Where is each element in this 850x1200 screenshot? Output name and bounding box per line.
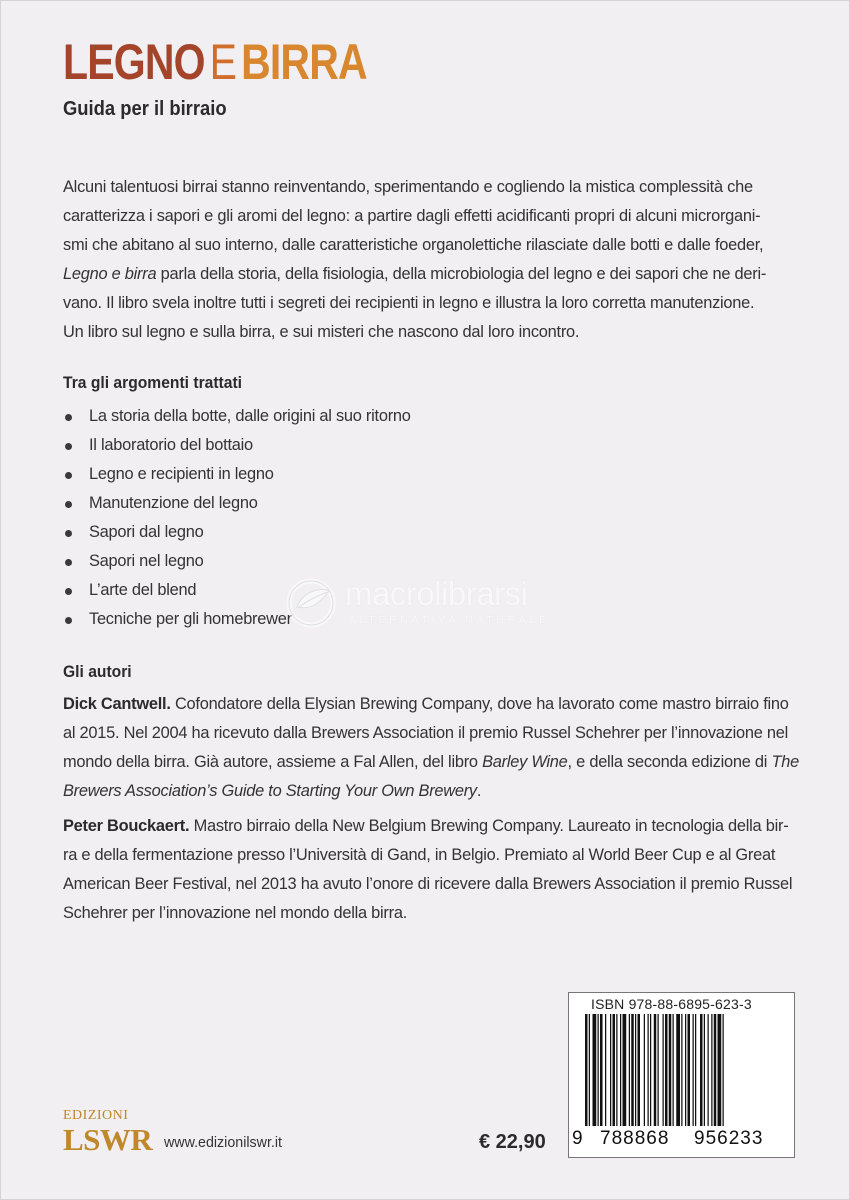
author2-line: American Beer Festival, nel 2013 ha avuto l’onore di ricevere dalla Brewers Association il premio Russel bbox=[63, 875, 793, 893]
topics-heading: Tra gli argomenti trattati bbox=[63, 373, 243, 392]
barcode-bar bbox=[681, 1014, 682, 1126]
barcode-bar bbox=[616, 1014, 617, 1126]
barcode-bar bbox=[676, 1014, 680, 1126]
author1-line bbox=[63, 690, 823, 719]
author2-line bbox=[63, 812, 823, 841]
author-bio-text: mondo della birra. Già autore, assieme a Fal Allen, del libro bbox=[63, 753, 483, 771]
barcode-bar bbox=[629, 1014, 630, 1126]
barcode-bar bbox=[623, 1014, 627, 1126]
barcode-bar bbox=[658, 1014, 659, 1126]
barcode-bar bbox=[585, 1014, 588, 1126]
barcode-bar bbox=[648, 1014, 649, 1126]
author2-line: ra e della fermentazione presso l’Università di Gand, in Belgio. Premiato al World Beer Cup e al Great bbox=[63, 846, 776, 864]
author-bio-text: Cofondatore della Elysian Brewing Company, dove ha lavorato come mastro birraio fino bbox=[170, 695, 789, 713]
barcode-bar bbox=[613, 1014, 616, 1126]
list-item: Sapori dal legno bbox=[63, 518, 411, 547]
list-item: Manutenzione del legno bbox=[63, 489, 411, 518]
list-item: La storia della botte, dalle origini al suo ritorno bbox=[63, 402, 411, 431]
publisher-small-text: EDIZIONI bbox=[63, 1108, 129, 1123]
intro-line bbox=[63, 260, 823, 289]
barcode-icon bbox=[583, 1014, 779, 1140]
barcode-bar bbox=[695, 1014, 696, 1126]
barcode-bar bbox=[663, 1014, 664, 1126]
title-word-birra: BIRRA bbox=[241, 34, 367, 90]
barcode-bar bbox=[688, 1014, 691, 1126]
author-bio-text: Mastro birraio della New Belgium Brewing Company. Laureato in tecnologia della bir- bbox=[189, 817, 789, 835]
barcode-bar bbox=[700, 1014, 703, 1126]
barcode-bar bbox=[620, 1014, 621, 1126]
list-item: Il laboratorio del bottaio bbox=[63, 431, 411, 460]
barcode-bar bbox=[593, 1014, 597, 1126]
barcode-bar bbox=[598, 1014, 599, 1126]
book-title-italic: Brewers Association’s Guide to Starting Your Own Brewery bbox=[63, 782, 477, 800]
barcode-bar bbox=[718, 1014, 722, 1126]
barcode-bar bbox=[635, 1014, 636, 1126]
barcode-bar bbox=[714, 1014, 717, 1126]
barcode-bar bbox=[685, 1014, 686, 1126]
author-name: Dick Cantwell. bbox=[63, 695, 171, 713]
barcode-bar bbox=[704, 1014, 705, 1126]
book-title-italic: The bbox=[771, 753, 799, 771]
publisher-logo bbox=[63, 1108, 153, 1156]
barcode-bar bbox=[665, 1014, 668, 1126]
authors-heading: Gli autori bbox=[63, 662, 132, 681]
barcode-bar bbox=[669, 1014, 672, 1126]
intro-paragraph bbox=[63, 173, 823, 347]
intro-line-text: parla della storia, della fisiologia, della microbiologia del legno e dei sapori che ne deri- bbox=[156, 265, 767, 283]
barcode-bar bbox=[644, 1014, 645, 1126]
intro-line: vano. Il libro svela inoltre tutti i segreti dei recipienti in legno e illustra la loro corretta manutenzione. bbox=[63, 294, 755, 312]
book-title-italic: Legno e birra bbox=[63, 265, 157, 283]
barcode-bar bbox=[673, 1014, 674, 1126]
barcode-bar bbox=[650, 1014, 651, 1126]
watermark-tagline: ALTERNATIVA NATURALE bbox=[349, 615, 550, 626]
intro-line: smi che abitano al suo interno, dalle caratteristiche organolettiche rilasciate dalle botti e dalle foeder, bbox=[63, 236, 764, 254]
authors-section bbox=[63, 690, 823, 928]
ean-first-digit: 9 bbox=[572, 1128, 583, 1149]
book-subtitle: Guida per il birraio bbox=[63, 98, 227, 120]
barcode-bar bbox=[723, 1014, 724, 1126]
barcode-bar bbox=[693, 1014, 694, 1126]
list-item: Tecniche per gli homebrewer bbox=[63, 605, 411, 634]
author1-line bbox=[63, 777, 823, 806]
barcode-bar bbox=[654, 1014, 657, 1126]
ean-left-group: 788868 bbox=[600, 1128, 670, 1149]
barcode-bar bbox=[638, 1014, 641, 1126]
intro-line: Un libro sul legno e sulla birra, e sui misteri che nascono dal loro incontro. bbox=[63, 323, 580, 341]
watermark-name: macrolibrarsi bbox=[345, 575, 528, 612]
author-name: Peter Bouckaert. bbox=[63, 817, 190, 835]
isbn-label: ISBN 978-88-6895-623-3 bbox=[591, 996, 752, 1012]
list-item: Sapori nel legno bbox=[63, 547, 411, 576]
author1-line: al 2015. Nel 2004 ha ricevuto dalla Brewers Association il premio Russel Schehrer per l’innovazione nel bbox=[63, 724, 788, 742]
title-word-e: E bbox=[209, 34, 237, 90]
list-item: L’arte del blend bbox=[63, 576, 411, 605]
barcode-bar bbox=[631, 1014, 634, 1126]
topics-list bbox=[63, 402, 411, 634]
barcode-bar bbox=[600, 1014, 603, 1126]
intro-line: caratterizza i sapori e gli aromi del legno: a partire dagli effetti acidificanti propri di alcuni microrgani- bbox=[63, 207, 761, 225]
ean-right-group: 956233 bbox=[694, 1128, 764, 1149]
publisher-website: www.edizionilswr.it bbox=[164, 1134, 283, 1151]
book-title-italic: Barley Wine bbox=[482, 753, 568, 771]
author-bio-text: , e della seconda edizione di bbox=[567, 753, 772, 771]
barcode-bar bbox=[711, 1014, 712, 1126]
list-item: Legno e recipienti in legno bbox=[63, 460, 411, 489]
barcode-bar bbox=[605, 1014, 606, 1126]
barcode-bar bbox=[708, 1014, 709, 1126]
intro-line: Alcuni talentuosi birrai stanno reinventando, sperimentando e cogliendo la mistica complessità che bbox=[63, 178, 753, 196]
price-label: € 22,90 bbox=[479, 1131, 546, 1153]
author-bio-text: . bbox=[476, 782, 482, 800]
barcode-bar bbox=[610, 1014, 611, 1126]
title-word-legno: LEGNO bbox=[63, 34, 205, 90]
isbn-barcode bbox=[568, 992, 795, 1158]
author1-line bbox=[63, 748, 823, 777]
book-title bbox=[63, 35, 367, 89]
publisher-name: LSWR bbox=[63, 1122, 153, 1157]
ean-digits bbox=[569, 1126, 794, 1156]
author2-line: Schehrer per l’innovazione nel mondo della birra. bbox=[63, 904, 407, 922]
barcode-bar bbox=[589, 1014, 590, 1126]
